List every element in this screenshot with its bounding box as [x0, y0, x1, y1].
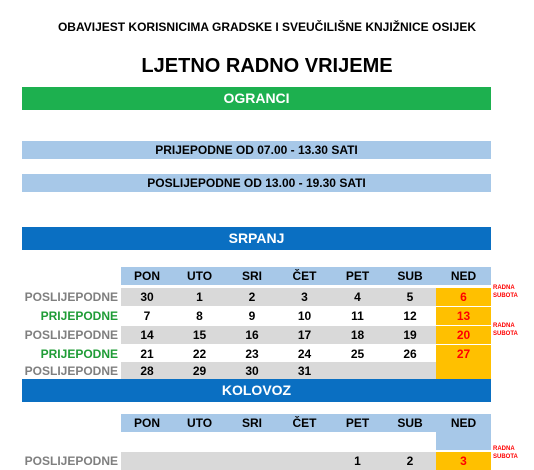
date-cell: 13 [456, 309, 471, 323]
date-cell: 12 [403, 309, 417, 323]
day-header: PET [345, 416, 370, 430]
date-cell: 25 [350, 347, 365, 361]
afternoon-shift-bar: POSLIJEPODNE OD 13.00 - 19.30 SATI [22, 174, 491, 192]
row-label: POSLIJEPODNE [24, 290, 118, 304]
row-label: PRIJEPODNE [40, 309, 118, 323]
sunday-cell [436, 362, 491, 380]
morning-shift-bar: PRIJEPODNE OD 07.00 - 13.30 SATI [22, 141, 491, 159]
date-cell: 16 [245, 328, 259, 342]
date-cell: 15 [192, 328, 207, 342]
date-cell: 10 [297, 309, 312, 323]
day-header: PET [345, 269, 370, 283]
date-cell: 2 [406, 454, 414, 468]
month-banner-kolovoz: KOLOVOZ [22, 379, 491, 402]
day-header: ČET [292, 416, 317, 430]
date-cell: 23 [245, 347, 259, 361]
day-header: NED [450, 416, 477, 430]
day-header: SUB [397, 269, 423, 283]
date-cell: 30 [140, 290, 154, 304]
date-cell: 21 [140, 347, 154, 361]
day-header: SUB [397, 416, 423, 430]
date-cell: 3 [301, 290, 308, 304]
day-header: UTO [186, 416, 213, 430]
page-heading: LJETNO RADNO VRIJEME [141, 55, 393, 77]
date-cell: 11 [351, 309, 364, 323]
date-cell: 3 [460, 454, 467, 468]
date-cell: 18 [350, 328, 365, 342]
date-cell: 4 [354, 290, 361, 304]
date-cell: 24 [297, 347, 312, 361]
sunday-header-extension [436, 432, 491, 450]
date-cell: 14 [140, 328, 154, 342]
saturday-note: RADNA SUBOTA [493, 323, 518, 337]
day-header: ČET [292, 269, 317, 283]
date-cell: 27 [456, 347, 471, 361]
date-cell: 9 [248, 309, 256, 323]
saturday-note: RADNA SUBOTA [493, 285, 518, 299]
day-header: NED [450, 269, 477, 283]
date-cell: 5 [406, 290, 414, 304]
day-header: PON [133, 416, 160, 430]
date-cell: 1 [354, 454, 361, 468]
notice-title: OBAVIJEST KORISNICIMA GRADSKE I SVEUČILIŠNE KNJIŽNICE OSIJEK [57, 20, 477, 34]
date-cell: 19 [403, 328, 417, 342]
row-label: POSLIJEPODNE [24, 364, 118, 378]
day-header: UTO [186, 269, 213, 283]
date-cell: 28 [140, 364, 154, 378]
date-cell: 26 [403, 347, 417, 361]
day-header: SRI [241, 269, 262, 283]
saturday-note: RADNA SUBOTA [493, 446, 518, 460]
date-cell: 20 [456, 328, 471, 342]
date-cell: 7 [143, 309, 151, 323]
date-cell: 29 [192, 364, 207, 378]
row-label: POSLIJEPODNE [24, 328, 118, 342]
date-cell: 8 [196, 309, 203, 323]
date-cell: 2 [248, 290, 256, 304]
date-cell: 6 [460, 290, 467, 304]
day-header: PON [133, 269, 160, 283]
date-cell: 1 [196, 290, 203, 304]
date-cell: 30 [245, 364, 259, 378]
month-banner-srpanj: SRPANJ [22, 227, 491, 250]
day-header: SRI [241, 416, 262, 430]
date-cell: 17 [297, 328, 312, 342]
date-cell: 22 [192, 347, 207, 361]
row-label: POSLIJEPODNE [24, 454, 118, 468]
date-cell: 31 [297, 364, 312, 378]
section-banner: OGRANCI [22, 87, 491, 110]
row-label: PRIJEPODNE [40, 347, 118, 361]
